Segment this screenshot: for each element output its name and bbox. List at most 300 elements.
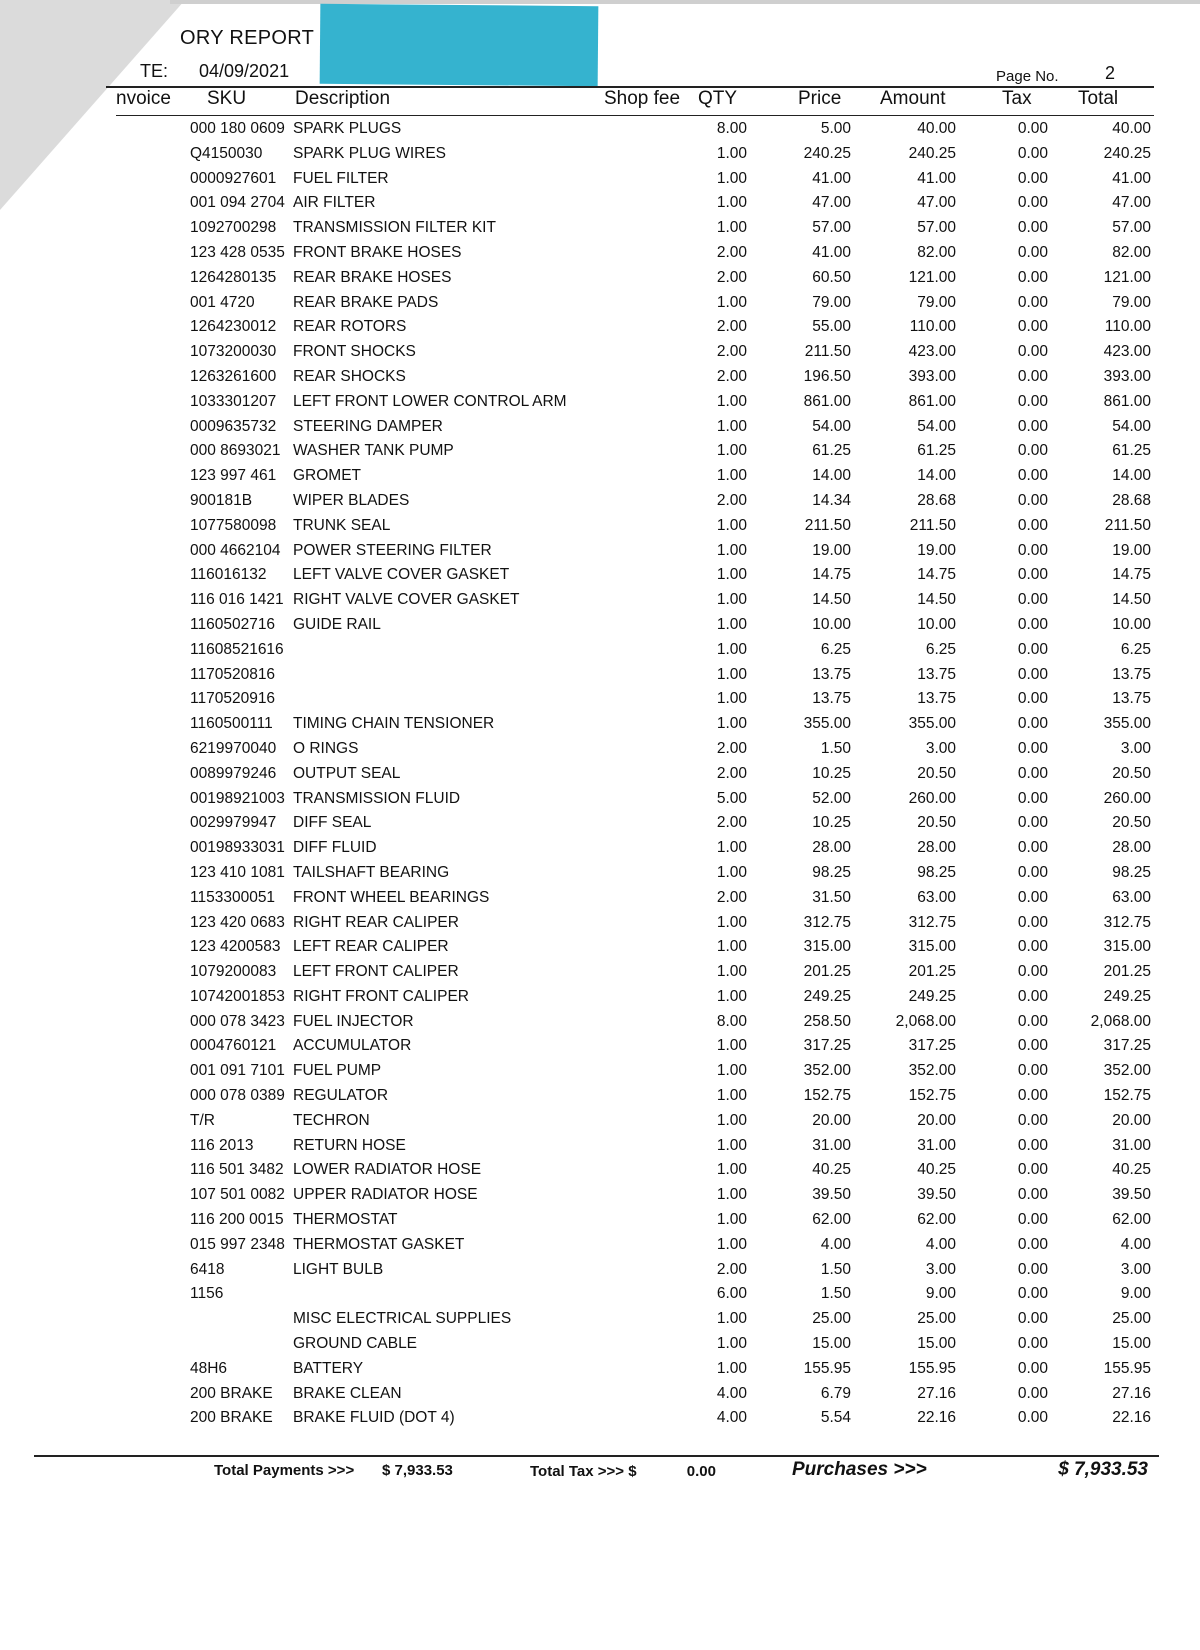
table-row: [0, 613, 1200, 638]
row-price: 14.00: [812, 467, 851, 485]
row-amount: 10.00: [917, 615, 956, 633]
row-price: 317.25: [803, 1037, 851, 1055]
row-description: LEFT REAR CALIPER: [293, 938, 449, 956]
row-tax: 0.00: [1017, 144, 1048, 162]
row-total: 201.25: [1103, 963, 1151, 981]
table-row: [0, 687, 1200, 712]
row-qty: 1.00: [716, 938, 747, 956]
row-description: O RINGS: [293, 739, 359, 757]
row-qty: 1.00: [716, 640, 747, 658]
row-price: 60.50: [812, 268, 851, 286]
column-header-price: Price: [798, 88, 842, 109]
row-amount: 14.75: [917, 566, 956, 584]
row-sku: 123 997 461: [190, 467, 277, 485]
row-total: 57.00: [1112, 219, 1151, 237]
row-amount: 352.00: [908, 1062, 956, 1080]
row-sku: 1077580098: [190, 516, 277, 534]
row-sku: 000 4662104: [190, 541, 281, 559]
row-sku: 200 BRAKE: [190, 1384, 273, 1402]
row-amount: 4.00: [925, 1235, 956, 1253]
table-row: [0, 1183, 1200, 1208]
purchases-label: Purchases >>>: [792, 1459, 927, 1480]
row-price: 14.75: [812, 566, 851, 584]
row-price: 201.25: [803, 963, 851, 981]
row-description: TRUNK SEAL: [293, 516, 391, 534]
row-tax: 0.00: [1017, 1285, 1048, 1303]
row-qty: 1.00: [716, 839, 747, 857]
row-total: 82.00: [1112, 243, 1151, 261]
row-amount: 14.00: [917, 467, 956, 485]
row-total: 312.75: [1103, 913, 1151, 931]
column-header-divider: [116, 115, 1154, 116]
row-sku: 0089979246: [190, 764, 277, 782]
row-price: 1.50: [820, 739, 851, 757]
table-row: [0, 1158, 1200, 1183]
row-description: RETURN HOSE: [293, 1136, 406, 1154]
row-description: TRANSMISSION FILTER KIT: [293, 219, 496, 237]
row-qty: 1.00: [716, 144, 747, 162]
row-price: 10.25: [812, 814, 851, 832]
row-total: 40.25: [1112, 1161, 1151, 1179]
row-sku: 001 091 7101: [190, 1062, 285, 1080]
row-amount: 62.00: [917, 1211, 956, 1229]
table-row: [0, 539, 1200, 564]
row-description: SPARK PLUG WIRES: [293, 144, 447, 162]
row-total: 13.75: [1112, 690, 1151, 708]
page-number: 2: [1105, 63, 1116, 83]
row-price: 1.50: [820, 1285, 851, 1303]
column-header-qty: QTY: [698, 88, 738, 109]
row-amount: 20.50: [917, 814, 956, 832]
row-tax: 0.00: [1017, 268, 1048, 286]
column-header-tax: Tax: [1002, 88, 1032, 109]
row-description: GUIDE RAIL: [293, 615, 381, 633]
row-amount: 40.00: [917, 120, 956, 137]
table-row: [0, 1233, 1200, 1258]
row-tax: 0.00: [1017, 1235, 1048, 1253]
row-total: 423.00: [1103, 343, 1151, 361]
row-description: DIFF FLUID: [293, 839, 377, 857]
row-price: 355.00: [803, 715, 851, 733]
row-price: 240.25: [803, 144, 851, 162]
row-tax: 0.00: [1017, 1012, 1048, 1030]
row-price: 14.34: [812, 491, 851, 509]
row-qty: 1.00: [716, 1186, 747, 1204]
row-amount: 3.00: [925, 739, 956, 757]
table-row: [0, 836, 1200, 861]
row-total: 10.00: [1112, 615, 1151, 633]
row-price: 196.50: [803, 367, 851, 385]
row-tax: 0.00: [1017, 120, 1048, 137]
table-row: [0, 588, 1200, 613]
row-tax: 0.00: [1017, 194, 1048, 212]
row-amount: 152.75: [908, 1087, 956, 1105]
row-price: 155.95: [803, 1359, 851, 1377]
row-tax: 0.00: [1017, 293, 1048, 311]
row-amount: 61.25: [917, 442, 956, 460]
row-description: TECHRON: [293, 1111, 370, 1129]
row-sku: 1160500111: [190, 715, 273, 733]
row-tax: 0.00: [1017, 938, 1048, 956]
row-price: 31.00: [812, 1136, 851, 1154]
row-price: 41.00: [812, 243, 851, 261]
row-tax: 0.00: [1017, 442, 1048, 460]
row-sku: 00198933031: [190, 839, 285, 857]
row-tax: 0.00: [1017, 615, 1048, 633]
row-sku: 116 501 3482: [190, 1161, 284, 1179]
row-price: 10.25: [812, 764, 851, 782]
table-row: [0, 1307, 1200, 1332]
row-qty: 1.00: [716, 1136, 747, 1154]
row-tax: 0.00: [1017, 1087, 1048, 1105]
row-price: 10.00: [812, 615, 851, 633]
row-total: 393.00: [1103, 367, 1151, 385]
table-row: [0, 1258, 1200, 1283]
row-total: 3.00: [1120, 1260, 1151, 1278]
row-amount: 31.00: [917, 1136, 956, 1154]
row-sku: 900181B: [190, 491, 253, 509]
row-description: UPPER RADIATOR HOSE: [293, 1186, 478, 1204]
row-qty: 2.00: [716, 739, 747, 757]
row-description: RIGHT FRONT CALIPER: [293, 987, 469, 1005]
table-row: [0, 1382, 1200, 1407]
row-tax: 0.00: [1017, 814, 1048, 832]
row-amount: 19.00: [917, 541, 956, 559]
row-qty: 1.00: [716, 715, 747, 733]
row-total: 40.00: [1112, 120, 1151, 137]
row-sku: 11608521616: [190, 640, 284, 658]
row-sku: 1170520916: [190, 690, 276, 708]
row-amount: 14.50: [917, 591, 956, 609]
row-sku: 000 180 0609: [190, 120, 285, 137]
row-total: 152.75: [1103, 1087, 1151, 1105]
row-tax: 0.00: [1017, 243, 1048, 261]
row-description: FRONT BRAKE HOSES: [293, 243, 462, 261]
row-qty: 1.00: [716, 987, 747, 1005]
row-description: LIGHT BULB: [293, 1260, 384, 1278]
row-qty: 2.00: [716, 1260, 747, 1278]
row-qty: 4.00: [716, 1409, 747, 1427]
table-row: [0, 167, 1200, 192]
row-total: 317.25: [1103, 1037, 1151, 1055]
row-amount: 9.00: [925, 1285, 956, 1303]
column-header-shop-fee: Shop fee: [604, 88, 681, 109]
row-amount: 317.25: [908, 1037, 956, 1055]
row-tax: 0.00: [1017, 516, 1048, 534]
row-description: REAR BRAKE PADS: [293, 293, 439, 311]
row-qty: 6.00: [716, 1285, 747, 1303]
row-price: 54.00: [812, 417, 851, 435]
row-sku: 00198921003: [190, 789, 285, 807]
row-total: 355.00: [1103, 715, 1151, 733]
row-qty: 1.00: [716, 417, 747, 435]
row-price: 25.00: [812, 1310, 851, 1328]
row-description: MISC ELECTRICAL SUPPLIES: [293, 1310, 512, 1328]
row-qty: 2.00: [716, 243, 747, 261]
row-qty: 1.00: [716, 963, 747, 981]
row-qty: 1.00: [716, 615, 747, 633]
row-total: 6.25: [1120, 640, 1151, 658]
row-sku: 1156: [190, 1285, 224, 1303]
row-total: 20.50: [1112, 814, 1151, 832]
row-description: WASHER TANK PUMP: [293, 442, 454, 460]
row-description: BRAKE FLUID (DOT 4): [293, 1409, 455, 1427]
row-sku: 1092700298: [190, 219, 277, 237]
row-price: 6.25: [820, 640, 851, 658]
row-sku: 107 501 0082: [190, 1186, 285, 1204]
row-description: BATTERY: [293, 1359, 364, 1377]
table-row: [0, 811, 1200, 836]
redaction-block: [320, 4, 599, 86]
row-sku: 116 016 1421: [190, 591, 284, 609]
row-amount: 249.25: [908, 987, 956, 1005]
row-description: STEERING DAMPER: [293, 417, 443, 435]
row-sku: 1264280135: [190, 268, 277, 286]
row-qty: 2.00: [716, 318, 747, 336]
row-amount: 423.00: [908, 343, 956, 361]
row-tax: 0.00: [1017, 1161, 1048, 1179]
row-tax: 0.00: [1017, 640, 1048, 658]
footer-divider: [34, 1455, 1159, 1457]
row-price: 6.79: [820, 1384, 851, 1402]
row-qty: 8.00: [716, 120, 747, 137]
row-sku: 1033301207: [190, 392, 277, 410]
row-description: GROMET: [293, 467, 362, 485]
row-tax: 0.00: [1017, 764, 1048, 782]
row-qty: 1.00: [716, 1062, 747, 1080]
row-description: THERMOSTAT GASKET: [293, 1235, 465, 1253]
row-amount: 13.75: [917, 665, 956, 683]
row-sku: 1264230012: [190, 318, 277, 336]
row-tax: 0.00: [1017, 467, 1048, 485]
row-qty: 1.00: [716, 1161, 747, 1179]
column-header-invoice: nvoice: [116, 88, 171, 109]
row-tax: 0.00: [1017, 1211, 1048, 1229]
purchases-value: $ 7,933.53: [1058, 1459, 1148, 1480]
total-tax-label: Total Tax >>> $: [530, 1463, 637, 1480]
row-tax: 0.00: [1017, 839, 1048, 857]
table-row: [0, 464, 1200, 489]
table-row: [0, 1357, 1200, 1382]
row-amount: 40.25: [917, 1161, 956, 1179]
row-tax: 0.00: [1017, 715, 1048, 733]
row-sku: 200 BRAKE: [190, 1409, 273, 1427]
row-price: 352.00: [803, 1062, 851, 1080]
row-total: 249.25: [1103, 987, 1151, 1005]
row-sku: 116 200 0015: [190, 1211, 284, 1229]
row-qty: 1.00: [716, 690, 747, 708]
row-qty: 1.00: [716, 219, 747, 237]
row-amount: 63.00: [917, 888, 956, 906]
table-row: [0, 142, 1200, 167]
row-qty: 1.00: [716, 392, 747, 410]
row-price: 28.00: [812, 839, 851, 857]
row-price: 57.00: [812, 219, 851, 237]
table-row: [0, 663, 1200, 688]
row-price: 13.75: [812, 665, 851, 683]
table-row: [0, 787, 1200, 812]
row-sku: 1170520816: [190, 665, 276, 683]
row-amount: 121.00: [908, 268, 956, 286]
row-amount: 393.00: [908, 367, 956, 385]
row-price: 62.00: [812, 1211, 851, 1229]
row-tax: 0.00: [1017, 1037, 1048, 1055]
table-row: [0, 563, 1200, 588]
row-description: BRAKE CLEAN: [293, 1384, 402, 1402]
row-price: 31.50: [812, 888, 851, 906]
row-total: 22.16: [1112, 1409, 1151, 1427]
row-qty: 1.00: [716, 1310, 747, 1328]
row-total: 79.00: [1112, 293, 1151, 311]
row-sku: T/R: [190, 1111, 215, 1129]
row-qty: 8.00: [716, 1012, 747, 1030]
row-qty: 5.00: [716, 789, 747, 807]
row-qty: 4.00: [716, 1384, 747, 1402]
row-tax: 0.00: [1017, 963, 1048, 981]
row-sku: 001 4720: [190, 293, 255, 311]
table-row: [0, 241, 1200, 266]
column-header-row: [0, 88, 1200, 114]
row-amount: 25.00: [917, 1310, 956, 1328]
row-sku: 0004760121: [190, 1037, 277, 1055]
row-description: REGULATOR: [293, 1087, 389, 1105]
row-tax: 0.00: [1017, 1409, 1048, 1427]
row-qty: 1.00: [716, 913, 747, 931]
row-total: 2,068.00: [1090, 1012, 1151, 1030]
table-row: [0, 117, 1200, 142]
row-tax: 0.00: [1017, 1384, 1048, 1402]
table-row: [0, 935, 1200, 960]
row-qty: 2.00: [716, 814, 747, 832]
table-row: [0, 216, 1200, 241]
row-qty: 1.00: [716, 591, 747, 609]
row-tax: 0.00: [1017, 219, 1048, 237]
row-description: LEFT FRONT LOWER CONTROL ARM: [293, 392, 567, 410]
row-price: 55.00: [812, 318, 851, 336]
row-qty: 2.00: [716, 268, 747, 286]
table-row: [0, 415, 1200, 440]
row-total: 47.00: [1112, 194, 1151, 212]
row-tax: 0.00: [1017, 888, 1048, 906]
row-tax: 0.00: [1017, 863, 1048, 881]
row-tax: 0.00: [1017, 1335, 1048, 1353]
row-qty: 1.00: [716, 169, 747, 187]
row-tax: 0.00: [1017, 1310, 1048, 1328]
row-tax: 0.00: [1017, 318, 1048, 336]
row-tax: 0.00: [1017, 491, 1048, 509]
row-total: 62.00: [1112, 1211, 1151, 1229]
table-row: [0, 737, 1200, 762]
table-row: [0, 340, 1200, 365]
row-description: AIR FILTER: [293, 194, 376, 212]
row-total: 61.25: [1112, 442, 1151, 460]
row-description: RIGHT VALVE COVER GASKET: [293, 591, 520, 609]
row-qty: 1.00: [716, 467, 747, 485]
row-sku: 116016132: [190, 566, 267, 584]
row-amount: 20.50: [917, 764, 956, 782]
row-total: 4.00: [1120, 1235, 1151, 1253]
row-price: 61.25: [812, 442, 851, 460]
row-total: 14.75: [1112, 566, 1151, 584]
row-amount: 57.00: [917, 219, 956, 237]
row-amount: 155.95: [908, 1359, 956, 1377]
table-row: [0, 886, 1200, 911]
row-amount: 110.00: [909, 318, 956, 336]
row-sku: 1073200030: [190, 343, 277, 361]
row-description: DIFF SEAL: [293, 814, 372, 832]
row-total: 352.00: [1103, 1062, 1151, 1080]
row-amount: 260.00: [908, 789, 956, 807]
row-qty: 1.00: [716, 1211, 747, 1229]
table-row: [0, 390, 1200, 415]
row-total: 14.00: [1112, 467, 1151, 485]
total-payments-value: $ 7,933.53: [382, 1462, 453, 1479]
row-price: 861.00: [803, 392, 851, 410]
row-total: 28.68: [1112, 491, 1151, 509]
row-sku: 000 8693021: [190, 442, 281, 460]
row-price: 249.25: [803, 987, 851, 1005]
row-amount: 41.00: [917, 169, 956, 187]
row-amount: 39.50: [917, 1186, 956, 1204]
table-row: [0, 1332, 1200, 1357]
table-row: [0, 960, 1200, 985]
row-sku: 123 428 0535: [190, 243, 285, 261]
row-total: 3.00: [1120, 739, 1151, 757]
row-price: 152.75: [803, 1087, 851, 1105]
row-sku: 0029979947: [190, 814, 277, 832]
row-amount: 28.00: [917, 839, 956, 857]
table-row: [0, 911, 1200, 936]
row-description: FUEL PUMP: [293, 1062, 382, 1080]
row-qty: 1.00: [716, 541, 747, 559]
table-row: [0, 514, 1200, 539]
row-total: 260.00: [1103, 789, 1151, 807]
table-row: [0, 315, 1200, 340]
row-total: 20.50: [1112, 764, 1151, 782]
row-amount: 15.00: [917, 1335, 956, 1353]
row-qty: 1.00: [716, 665, 747, 683]
row-total: 110.00: [1104, 318, 1151, 336]
column-header-description: Description: [295, 88, 391, 109]
row-tax: 0.00: [1017, 392, 1048, 410]
row-amount: 201.25: [908, 963, 956, 981]
row-tax: 0.00: [1017, 789, 1048, 807]
row-amount: 312.75: [908, 913, 956, 931]
row-tax: 0.00: [1017, 987, 1048, 1005]
row-total: 13.75: [1112, 665, 1151, 683]
row-description: FUEL INJECTOR: [293, 1012, 414, 1030]
row-description: LOWER RADIATOR HOSE: [293, 1161, 482, 1179]
row-price: 315.00: [803, 938, 851, 956]
table-row: [0, 712, 1200, 737]
row-qty: 2.00: [716, 491, 747, 509]
row-price: 258.50: [803, 1012, 851, 1030]
row-sku: 000 078 3423: [190, 1012, 285, 1030]
table-row: [0, 861, 1200, 886]
table-row: [0, 489, 1200, 514]
row-description: FRONT WHEEL BEARINGS: [293, 888, 490, 906]
row-price: 39.50: [812, 1186, 851, 1204]
row-description: FRONT SHOCKS: [293, 343, 416, 361]
row-price: 4.00: [820, 1235, 851, 1253]
row-description: TAILSHAFT BEARING: [293, 863, 450, 881]
row-sku: 6219970040: [190, 739, 277, 757]
row-price: 15.00: [812, 1335, 851, 1353]
row-qty: 1.00: [716, 293, 747, 311]
row-price: 40.25: [812, 1161, 851, 1179]
row-total: 39.50: [1112, 1186, 1151, 1204]
table-row: [0, 985, 1200, 1010]
